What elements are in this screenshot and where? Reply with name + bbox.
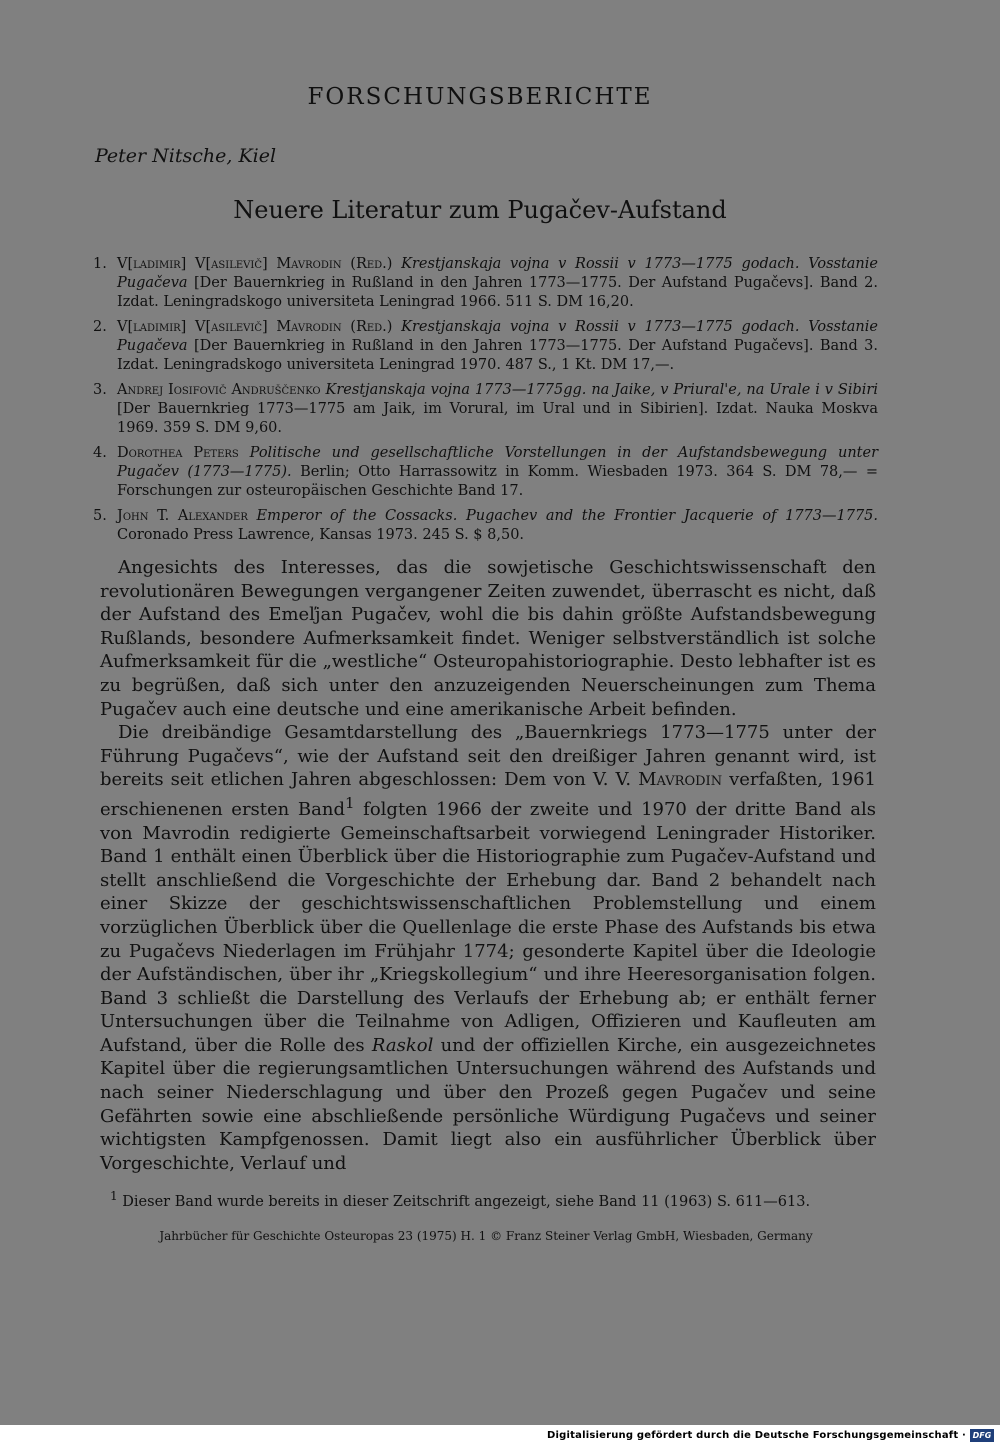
reference-details: [Der Bauernkrieg in Rußland in den Jahren 1773—1775. Der Aufstand Pugačevs]. Band 3. Izdat. Leningradskogo universiteta Leningrad 1970. 487 S., 1 Kt. DM 17,—. xyxy=(117,338,878,373)
reference-number: 1. xyxy=(93,256,107,272)
dfg-logo-icon: DFG xyxy=(970,1429,994,1442)
footnote xyxy=(110,1189,880,1210)
reference-details: Coronado Press Lawrence, Kansas 1973. 245 S. $ 8,50. xyxy=(117,527,525,543)
reference-number: 3. xyxy=(93,382,107,398)
paragraph-text: folgten 1966 der zweite und 1970 der dritte Band als von Mavrodin redigierte Gemeinschaftsarbeit vorwiegend Leningrader Historiker. Band 1 enthält einen Überblick über die Historiographie zum Pugačev-Aufstand und stellt anschließend die Vorgeschichte der Erhebung dar. Band 2 behandelt nach einer Skizze der geschichtswissenschaftlichen Problemstellung und einem vorzüglichen Überblick über die Quellenlage die erste Phase des Aufstands bis etwa zu Pugačevs Niederlagen im Frühjahr 1774; gesonderte Kapitel über die Ideologie der Aufständischen, über ihr „Kriegskollegium“ und ihre Heeresorganisation folgen. Band 3 schließt die Darstellung des Verlaufs der Erhebung ab; er enthält ferner Untersuchungen über die Teilnahme von Adligen, Offizieren und Kaufleuten am Aufstand, über die Rolle des xyxy=(100,798,876,1056)
reference-item xyxy=(93,255,878,312)
author-name: Mavrodin xyxy=(638,769,723,791)
footnote-marker: 1 xyxy=(344,793,355,812)
reference-author: V[ladimir] V[asilevič] Mavrodin (Red.) xyxy=(117,319,393,335)
reference-author: Dorothea Peters xyxy=(117,445,239,461)
article-title: Neuere Literatur zum Pugačev-Aufstand xyxy=(233,196,727,224)
reference-title: Emperor of the Cossacks. Pugachev and the Frontier Jacquerie of 1773—1775. xyxy=(256,508,879,524)
reference-title: Krestjanskaja vojna v Rossii v 1773—1775 godach. Vosstanie Pugačeva xyxy=(117,319,878,354)
section-title: FORSCHUNGSBERICHTE xyxy=(307,84,653,110)
dfg-attribution-text: Digitalisierung gefördert durch die Deutsche Forschungsgemeinschaft · xyxy=(547,1430,966,1441)
journal-footer: Jahrbücher für Geschichte Osteuropas 23 (1975) H. 1 © Franz Steiner Verlag GmbH, Wiesbaden, Germany xyxy=(159,1229,813,1243)
reference-number: 5. xyxy=(93,508,107,524)
reference-item xyxy=(93,318,878,375)
reference-number: 4. xyxy=(93,445,107,461)
dfg-attribution-bar xyxy=(0,1425,1000,1447)
paragraph-text: Die dreibändige Gesamtdarstellung des „Bauernkriegs 1773—1775 unter der Führung Pugačevs“, wie der Aufstand seit den dreißiger Jahren genannt wird, ist bereits seit etlichen Jahren abgeschlossen: Dem von V. V. xyxy=(100,722,876,791)
reference-details: Berlin; Otto Harrassowitz in Komm. Wiesbaden 1973. 364 S. DM 78,— = Forschungen zur osteuropäischen Geschichte Band 17. xyxy=(117,464,878,499)
reference-item xyxy=(93,507,878,545)
reference-item xyxy=(93,381,878,438)
footnote-text: Dieser Band wurde bereits in dieser Zeitschrift angezeigt, siehe Band 11 (1963) S. 611—613. xyxy=(122,1193,811,1210)
reference-details: [Der Bauernkrieg in Rußland in den Jahren 1773—1775. Der Aufstand Pugačevs]. Band 2. Izdat. Leningradskogo universiteta Leningrad 1966. 511 S. DM 16,20. xyxy=(117,275,878,310)
paragraph: Angesichts des Interesses, das die sowjetische Geschichtswissenschaft den revolutionären Bewegungen vergangener Zeiten zuwendet, überrascht es nicht, daß der Aufstand des Emeľjan Pugačev, wohl die bis dahin größte Aufstandsbewegung Rußlands, besondere Aufmerksamkeit findet. Weniger selbstverständlich ist solche Aufmerksamkeit für die „westliche“ Osteuropahistoriographie. Desto lebhafter ist es zu begrüßen, daß sich unter den anzuzeigenden Neuerscheinungen zum Thema Pugačev auch eine deutsche und eine amerikanische Arbeit befinden. xyxy=(100,557,876,720)
footnote-number: 1 xyxy=(110,1189,118,1203)
emphasized-term: Raskol xyxy=(371,1034,434,1056)
reference-item xyxy=(93,444,878,501)
reference-author: V[ladimir] V[asilevič] Mavrodin (Red.) xyxy=(117,256,393,272)
reference-list xyxy=(93,255,878,551)
reference-number: 2. xyxy=(93,319,107,335)
author-line: Peter Nitsche, Kiel xyxy=(95,145,277,167)
reference-details: [Der Bauernkrieg 1773—1775 am Jaik, im Vorural, im Ural und in Sibirien]. Izdat. Nauka Moskva 1969. 359 S. DM 9,60. xyxy=(117,401,878,436)
reference-author: John T. Alexander xyxy=(117,508,248,524)
paragraph xyxy=(100,721,876,1175)
paragraph-text: verfaßten, 1961 erschienenen ersten Band xyxy=(100,769,876,820)
reference-author: Andrej Iosifovič Andruščenko xyxy=(117,382,321,398)
paragraph-text: und der offiziellen Kirche, ein ausgezeichnetes Kapitel über die regierungsamtlichen Untersuchungen während des Aufstands und nach seiner Niederschlagung und über den Prozeß gegen Pugačev und seine Gefährten sowie eine abschließende persönliche Würdigung Pugačevs und seiner wichtigsten Kampfgenossen. Damit liegt also ein ausführlicher Überblick über Vorgeschichte, Verlauf und xyxy=(100,1034,876,1174)
reference-title: Politische und gesellschaftliche Vorstellungen in der Aufstandsbewegung unter Pugačev (1773—1775). xyxy=(117,445,878,480)
body-text xyxy=(100,556,876,1175)
reference-title: Krestjanskaja vojna v Rossii v 1773—1775 godach. Vosstanie Pugačeva xyxy=(117,256,878,291)
reference-title: Krestjanskaja vojna 1773—1775gg. na Jaike, v Priural'e, na Urale i v Sibiri xyxy=(325,382,878,398)
